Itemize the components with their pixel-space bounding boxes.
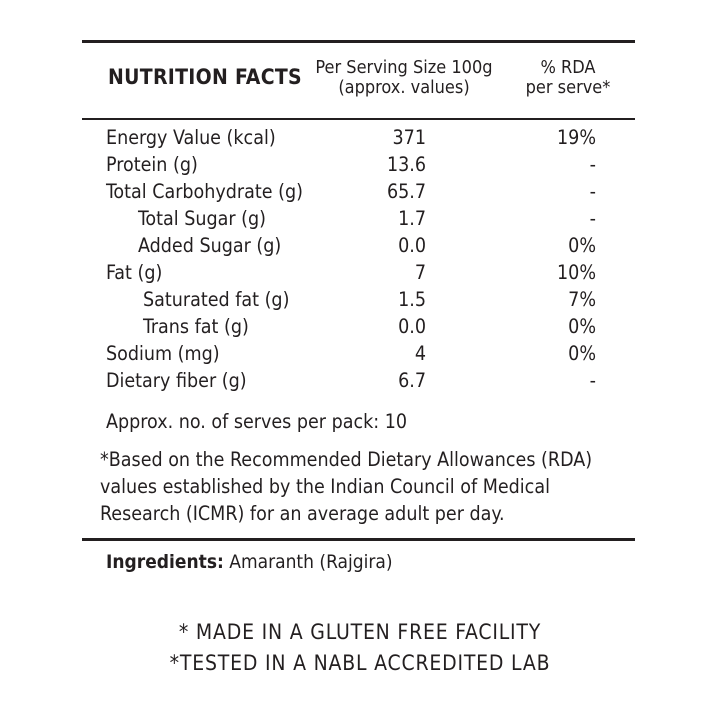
nutrient-value: 13.6 xyxy=(386,153,426,176)
approx-values-header: (approx. values) xyxy=(338,77,470,98)
nutrient-value: 0.0 xyxy=(398,315,426,338)
top-rule xyxy=(82,40,635,43)
nutrient-value: 0.0 xyxy=(398,234,426,257)
nutrient-label: Trans fat (g) xyxy=(143,315,249,338)
nutrient-value: 1.5 xyxy=(398,288,426,311)
nabl-lab-claim: *TESTED IN A NABL ACCREDITED LAB xyxy=(169,651,551,675)
nutrient-value: 4 xyxy=(414,342,426,365)
per-serve-header: per serve* xyxy=(525,77,611,98)
nutrient-rda: 0% xyxy=(568,234,596,257)
nutrition-facts-title: NUTRITION FACTS xyxy=(108,65,302,89)
nutrient-label: Sodium (mg) xyxy=(106,342,220,365)
rda-header: % RDA xyxy=(540,57,596,78)
header-rule xyxy=(82,118,635,120)
nutrient-value: 1.7 xyxy=(398,207,426,230)
rda-footnote-line: Research (ICMR) for an average adult per day. xyxy=(100,502,505,525)
nutrient-label: Saturated fat (g) xyxy=(143,288,290,311)
nutrient-label: Energy Value (kcal) xyxy=(106,126,276,149)
rda-footnote-line: values established by the Indian Council of Medical xyxy=(100,475,550,498)
nutrient-rda: - xyxy=(589,207,596,230)
nutrient-label: Added Sugar (g) xyxy=(138,234,282,257)
serves-per-pack-note: Approx. no. of serves per pack: 10 xyxy=(106,410,408,433)
nutrient-rda: 0% xyxy=(568,342,596,365)
nutrient-rda: - xyxy=(589,153,596,176)
nutrient-rda: 0% xyxy=(568,315,596,338)
ingredients-text: Amaranth (Rajgira) xyxy=(229,551,393,573)
nutrient-value: 6.7 xyxy=(398,369,426,392)
nutrient-label: Total Carbohydrate (g) xyxy=(106,180,303,203)
ingredients-label: Ingredients: xyxy=(106,551,224,573)
ingredients-line xyxy=(106,553,393,572)
bottom-rule xyxy=(82,538,635,541)
nutrient-rda: 7% xyxy=(568,288,596,311)
nutrient-rda: - xyxy=(589,180,596,203)
nutrient-value: 7 xyxy=(414,261,426,284)
nutrient-label: Total Sugar (g) xyxy=(138,207,266,230)
nutrient-rda: 19% xyxy=(557,126,596,149)
nutrient-label: Protein (g) xyxy=(106,153,198,176)
serving-size-header: Per Serving Size 100g xyxy=(315,57,493,78)
gluten-free-claim: * MADE IN A GLUTEN FREE FACILITY xyxy=(178,620,542,644)
rda-footnote-line: *Based on the Recommended Dietary Allowances (RDA) xyxy=(100,448,593,471)
nutrient-label: Fat (g) xyxy=(106,261,163,284)
nutrient-rda: - xyxy=(589,369,596,392)
nutrient-rda: 10% xyxy=(557,261,596,284)
nutrient-value: 371 xyxy=(392,126,426,149)
nutrient-value: 65.7 xyxy=(386,180,426,203)
nutrient-label: Dietary fiber (g) xyxy=(106,369,247,392)
